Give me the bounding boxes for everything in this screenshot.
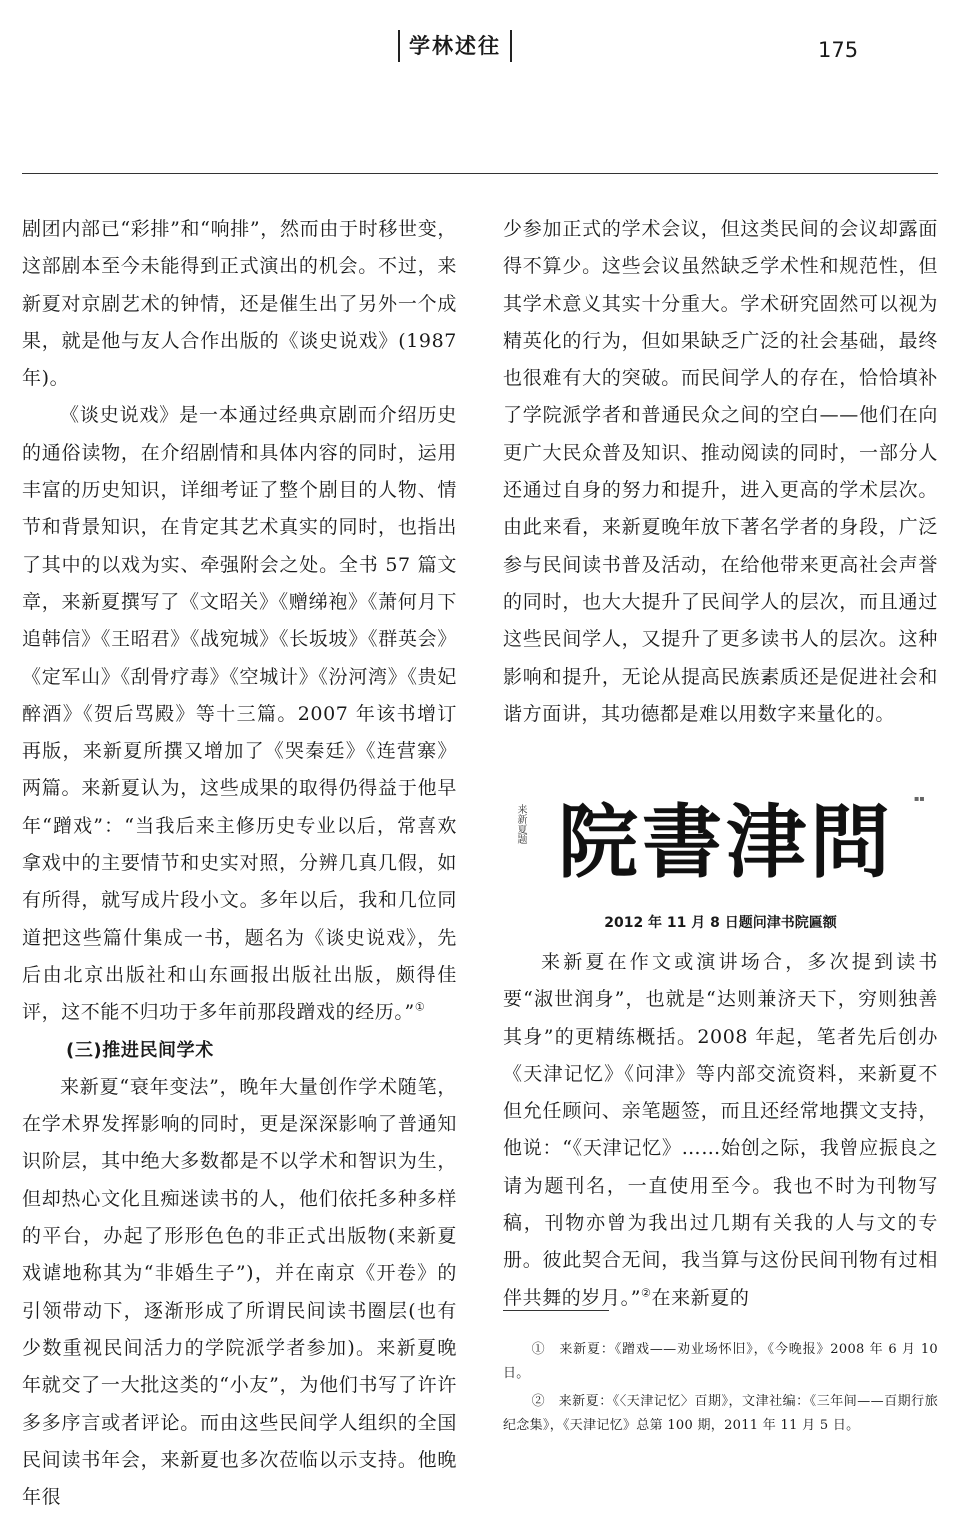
paragraph: 少参加正式的学术会议，但这类民间的会议却露面得不算少。这些会议虽然缺乏学术性和规范性，但其学术意义其实十分重大。学术研究固然可以视为精英化的行为，但如果缺乏广泛的社会基础，最终也很难有大的突破。而民间学人的存在，恰恰填补了学院派学者和普通民众之间的空白——他们在向更广大民众普及知识、推动阅读的同时，一部分人还通过自身的努力和提升，进入更高的学术层次。由此来看，来新夏晚年放下著名学者的身段，广泛参与民间读书普及活动，在给他带来更高社会声誉的同时，也大大提升了民间学人的层次，而且通过这些民间学人，又提升了更多读书人的层次。这种影响和提升，无论从提高民族素质还是促进社会和谐方面讲，其功德都是难以用数字来量化的。 [503, 218, 938, 725]
page-number: 175 [818, 38, 859, 62]
right-column-continued [503, 944, 938, 1317]
header-rule [22, 173, 938, 174]
left-column [22, 211, 457, 1516]
calligraphy-plaque-image [503, 784, 938, 889]
footnote: ② 来新夏：《〈天津记忆〉百期》，文津社编：《三年间——百期行旅纪念集》，《天津记忆》总第 100 期，2011 年 11 月 5 日。 [503, 1394, 938, 1433]
footnote: ① 来新夏：《蹭戏——劝业场怀旧》，《今晚报》2008 年 6 月 10 日。 [503, 1342, 938, 1381]
section-heading: (三)推进民间学术 [66, 1039, 214, 1061]
footnote-ref[interactable]: ② [641, 1286, 652, 1300]
footnote-ref[interactable]: ① [414, 1000, 426, 1014]
paragraph: 来新夏“衰年变法”，晚年大量创作学术随笔，在学术界发挥影响的同时，更是深深影响了普通知识阶层，其中绝大多数都是不以学术和智识为生，但却热心文化且痴迷读书的人，他们依托多种多样的平台，办起了形形色色的非正式出版物(来新夏戏谑地称其为“非婚生子”)，并在南京《开卷》的引领带动下，逐渐形成了所谓民间读书圈层(也有少数重视民间活力的学院派学者参加)。来新夏晚年就交了一大批这类的“小友”，为他们书写了许许多多序言或者评论。而由这些民间学人组织的全国民间读书年会，来新夏也多次莅临以示支持。他晚年很 [22, 1075, 457, 1509]
paragraph: 《谈史说戏》是一本通过经典京剧而介绍历史的通俗读物，在介绍剧情和具体内容的同时，运用丰富的历史知识，详细考证了整个剧目的人物、情节和背景知识，在肯定其艺术真实的同时，也指出了其中的以戏为实、牵强附会之处。全书 57 篇文章，来新夏撰写了《文昭关》《赠绨袍》《萧何月下追韩信》《王昭君》《战宛城》《长坂坡》《群英会》《定军山》《刮骨疗毒》《空城计》《汾河湾》《贵妃醉酒》《贺后骂殿》等十三篇。2007 年该书增订再版，来新夏所撰又增加了《哭秦廷》《连营寨》两篇。来新夏认为，这些成果的取得仍得益于他早年“蹭戏”：“当我后来主修历史专业以后，常喜欢拿戏中的主要情节和史实对照，分辨几真几假，如有所得，就写成片段小文。多年以后，我和几位同道把这些篇什集成一书，题名为《谈史说戏》，先后由北京出版社和山东画报出版社出版，颇得佳评，这不能不归功于多年前那段蹭戏的经历。”① [22, 404, 457, 1024]
seal-mark-icon: ▪▪ [914, 794, 925, 803]
plaque-calligraphy: 院書津問 [558, 794, 894, 889]
figure-caption: 2012 年 11 月 8 日题问津书院匾额 [604, 915, 837, 931]
plaque-signature: 来新夏题 [515, 804, 526, 844]
footnotes [503, 1338, 938, 1442]
running-header-section: 学林述往 [398, 30, 512, 62]
footnote-divider [503, 1310, 609, 1311]
paragraph: 来新夏在作文或演讲场合，多次提到读书要“淑世润身”，也就是“达则兼济天下，穷则独善其身”的更精练概括。2008 年起，笔者先后创办《天津记忆》《问津》等内部交流资料，来新夏不但允任顾问、亲笔题签，而且还经常地撰文支持，他说：“《天津记忆》……始创之际，我曾应振良之请为题刊名，一直使用至今。我也不时为刊物写稿，刊物亦曾为我出过几期有关我的人与文的专册。彼此契合无间，我当算与这份民间刊物有过相伴共舞的岁月。”②在来新夏的 [503, 951, 938, 1309]
right-column [503, 211, 938, 733]
paragraph: 剧团内部已“彩排”和“响排”，然而由于时移世变，这部剧本至今未能得到正式演出的机会。不过，来新夏对京剧艺术的钟情，还是催生出了另外一个成果，就是他与友人合作出版的《谈史说戏》(1987 年)。 [22, 218, 457, 390]
